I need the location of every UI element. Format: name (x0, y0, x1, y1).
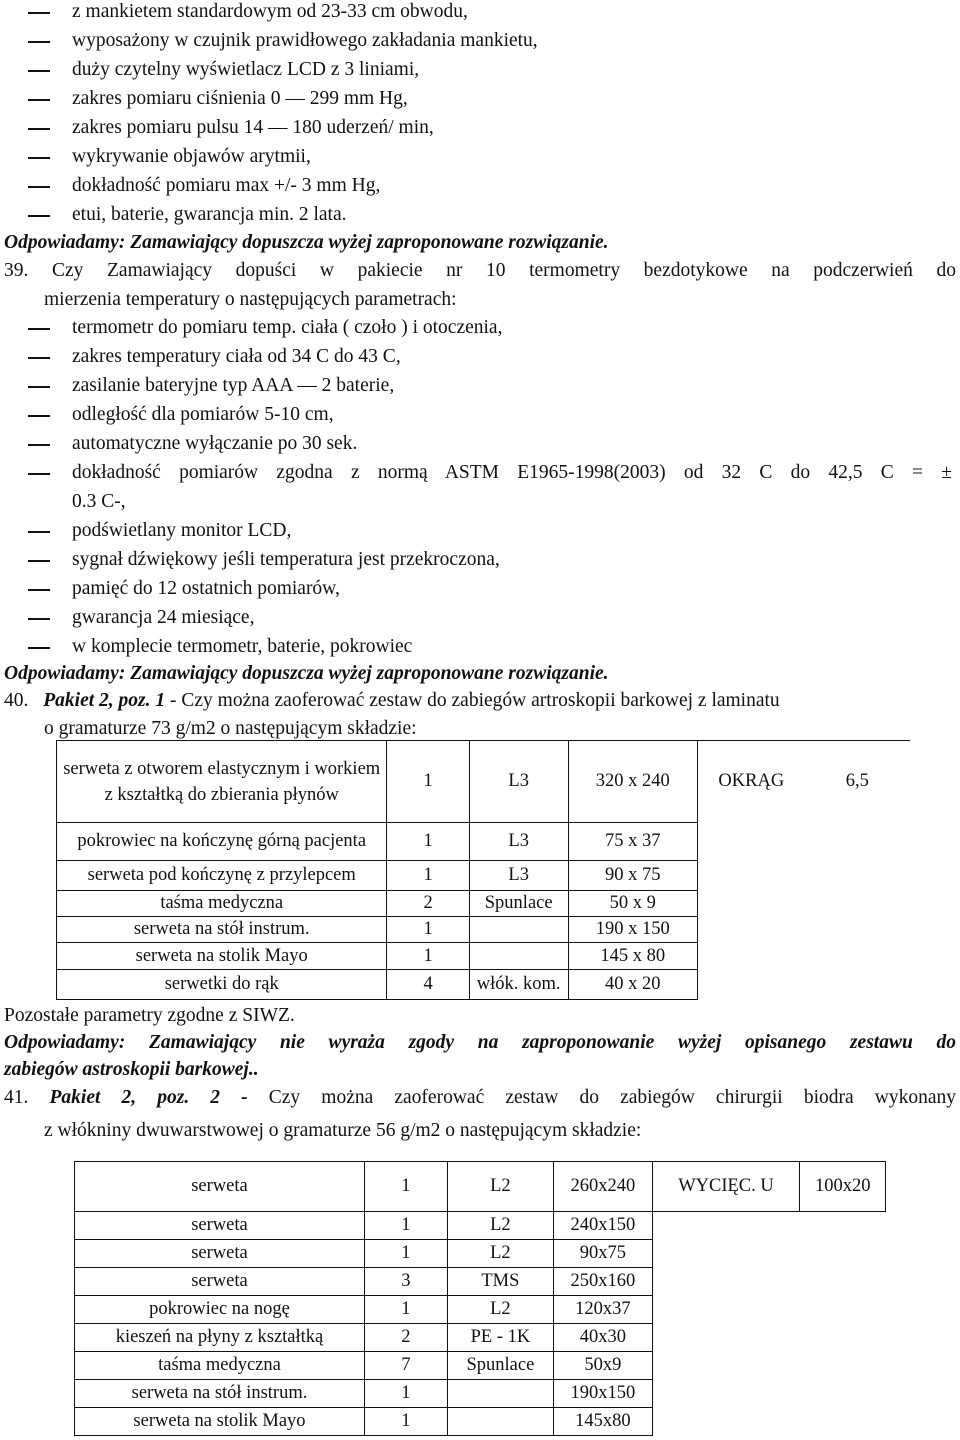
table-cell: serweta (75, 1268, 365, 1296)
list-item-text: duży czytelny wyświetlacz LCD z 3 liniami, (72, 59, 420, 80)
question-39-line2: mierzenia temperatury o następujących parametrach: (44, 289, 457, 310)
question-number: 41. (4, 1087, 29, 1108)
table-cell: 1 (387, 741, 469, 823)
table-cell: 1 (387, 861, 469, 891)
list-item-text: pamięć do 12 ostatnich pomiarów, (72, 578, 340, 599)
pakiet-ref: Pakiet 2, poz. 1 (43, 690, 166, 711)
table-cell (800, 1324, 886, 1352)
table-cell (698, 861, 805, 891)
table-row (75, 1162, 886, 1212)
table-cell (698, 943, 805, 970)
table-row (75, 1324, 886, 1352)
table-cell: 40 x 20 (568, 970, 697, 1000)
answer-text-cont: zabiegów astroskopii barkowej.. (4, 1059, 259, 1080)
list-item-text: z mankietem standardowym od 23-33 cm obwodu, (72, 1, 468, 22)
table-cell: 90x75 (554, 1240, 653, 1268)
list-item-text: zakres pomiaru ciśnienia 0 — 299 mm Hg, (72, 88, 408, 109)
answer-text: Odpowiadamy: Zamawiający dopuszcza wyżej zaproponowane rozwiązanie. (4, 232, 609, 253)
list-item-text: odległość dla pomiarów 5-10 cm, (72, 404, 334, 425)
table-row (75, 1268, 886, 1296)
table-cell (800, 1380, 886, 1408)
table-cell: 7 (364, 1352, 447, 1380)
list-item-text: zasilanie bateryjne typ AAA — 2 baterie, (72, 375, 395, 396)
table-cell: 1 (364, 1162, 447, 1212)
table-cell: 2 (387, 891, 469, 917)
table-cell: 1 (364, 1408, 447, 1436)
table-cell (652, 1212, 800, 1240)
list-item-text: wykrywanie objawów arytmii, (72, 146, 311, 167)
table-cell: 190x150 (554, 1380, 653, 1408)
table-cell: serweta (75, 1162, 365, 1212)
question-41-line2: z włókniny dwuwarstwowej o gramaturze 56 g/m2 o następującym składzie: (44, 1120, 642, 1141)
table-cell (469, 917, 568, 943)
table-cell: 1 (364, 1296, 447, 1324)
table-cell: 100x20 (800, 1162, 886, 1212)
table-cell: włók. kom. (469, 970, 568, 1000)
table-cell: serweta na stolik Mayo (57, 943, 387, 970)
question-number: 40. (4, 690, 29, 711)
table-cell: kieszeń na płyny z kształtką (75, 1324, 365, 1352)
question-40-line2: o gramaturze 73 g/m2 o następującym składzie: (44, 718, 417, 739)
table-row (75, 1352, 886, 1380)
table-cell: 2 (364, 1324, 447, 1352)
list-item-text: dokładność pomiaru max +/- 3 mm Hg, (72, 175, 381, 196)
table-cell (652, 1240, 800, 1268)
table-cell (698, 970, 805, 1000)
table-row (57, 891, 911, 917)
table-cell: 1 (364, 1212, 447, 1240)
list-item-text: w komplecie termometr, baterie, pokrowiec (72, 636, 413, 657)
table-cell: L3 (469, 823, 568, 861)
table-cell: L2 (447, 1212, 553, 1240)
table-cell: 50 x 9 (568, 891, 697, 917)
table-cell (805, 861, 910, 891)
table-row (57, 970, 911, 1000)
table-row (57, 861, 911, 891)
table-cell: 1 (364, 1380, 447, 1408)
table-cell: 75 x 37 (568, 823, 697, 861)
table-cell: taśma medyczna (75, 1352, 365, 1380)
table-cell: 4 (387, 970, 469, 1000)
table-row (75, 1296, 886, 1324)
table-cell (800, 1408, 886, 1436)
question-text: Czy można zaoferować zestaw do zabiegów chirurgii biodra wykonany (268, 1087, 956, 1108)
table-row (57, 917, 911, 943)
table-cell (800, 1296, 886, 1324)
list-item-text: etui, baterie, gwarancja min. 2 lata. (72, 204, 347, 225)
table-cell: 240x150 (554, 1212, 653, 1240)
table-cell: 3 (364, 1268, 447, 1296)
table-cell (652, 1408, 800, 1436)
table-row (75, 1212, 886, 1240)
table-cell: OKRĄG (698, 741, 805, 823)
question-40-line1 (4, 689, 780, 713)
table-row (75, 1408, 886, 1436)
table-cell (805, 917, 910, 943)
list-item-text: wyposażony w czujnik prawidłowego zakładania mankietu, (72, 30, 538, 51)
table-cell: L3 (469, 861, 568, 891)
table-cell: 145 x 80 (568, 943, 697, 970)
table-row (75, 1240, 886, 1268)
list-item-continuation: 0.3 C-, (72, 491, 126, 512)
list-item-text: gwarancja 24 miesiące, (72, 607, 255, 628)
table-cell: 1 (387, 823, 469, 861)
table-row (57, 741, 911, 823)
table-cell: serwetki do rąk (57, 970, 387, 1000)
table-cell: Spunlace (447, 1352, 553, 1380)
table-cell: serweta (75, 1240, 365, 1268)
table-cell: L2 (447, 1240, 553, 1268)
table-cell: 6,5 (805, 741, 910, 823)
list-item-text: podświetlany monitor LCD, (72, 520, 292, 541)
table-row (57, 823, 911, 861)
table-cell (805, 943, 910, 970)
table-cell: taśma medyczna (57, 891, 387, 917)
table-cell (652, 1296, 800, 1324)
table-cell: serweta na stół instrum. (57, 917, 387, 943)
table-row (75, 1380, 886, 1408)
table-cell: L3 (469, 741, 568, 823)
table-cell: 260x240 (554, 1162, 653, 1212)
table-cell: L2 (447, 1296, 553, 1324)
question-39-line1 (4, 259, 956, 283)
table-cell: 40x30 (554, 1324, 653, 1352)
answer-text: Odpowiadamy: Zamawiający dopuszcza wyżej zaproponowane rozwiązanie. (4, 663, 609, 684)
question-text: - Czy można zaoferować zestaw do zabiegów artroskopii barkowej z laminatu (170, 690, 780, 711)
list-item-text: zakres temperatury ciała od 34 C do 43 C, (72, 346, 401, 367)
question-text: Czy Zamawiający dopuści w pakiecie nr 10 termometry bezdotykowe na podczerwień do (51, 260, 956, 281)
answer-text: Odpowiadamy: Zamawiający nie wyraża zgody na zaproponowanie wyżej opisanego zestawu do (4, 1032, 956, 1053)
table-cell: 1 (364, 1240, 447, 1268)
table-cell: serweta na stół instrum. (75, 1380, 365, 1408)
table-cell: 90 x 75 (568, 861, 697, 891)
table-cell (805, 891, 910, 917)
table-cell: 190 x 150 (568, 917, 697, 943)
document-page: z mankietem standardowym od 23-33 cm obwodu, wyposażony w czujnik prawidłowego zakładania mankietu, duży czytelny wyświetlacz LCD z 3 liniami, zakres pomiaru ciśnienia 0 — 299 mm Hg, zakres pomiaru pulsu 14 — 180 uderzeń/ min, wykrywanie objawów arytmii, dokładność pomiaru max +/- 3 mm Hg, etui, baterie, gwarancja min. 2 lata. Odpowiadamy: Zamawiający dopuszcza wyżej zaproponowane rozwiązanie. 39. Czy Zamawiający dopuści w pakiecie nr 10 termometry bezdotykowe na podczerwień do mierzenia temperatury o następujących parametrach: termometr do pomiaru temp. ciała ( czoło ) i otoczenia, zakres temperatury ciała od 34 C do 43 C, zasilanie bateryjne typ AAA — 2 baterie, odległość dla pomiarów 5-10 cm, automatyczne wyłączanie po 30 sek. dokładność pomiarów zgodna z normą ASTM E1965-1998(2003) od 32 C do 42,5 C = ± 0.3 C-, podświetlany monitor LCD, sygnał dźwiękowy jeśli temperatura jest przekroczona, pamięć do 12 ostatnich pomiarów, gwarancja 24 miesiące, w komplecie termometr, baterie, pokrowiec Odpowiadamy: Zamawiający dopuszcza wyżej zaproponowane rozwiązanie. 40. Pakiet 2, poz. 1 - Czy można zaoferować zestaw do zabiegów artroskopii barkowej z laminatu o gramaturze 73 g/m2 o następującym składzie: serweta z otworem elastycznym i workiem z kształtką do zbierania płynów 1 L3 320 x 240 OKRĄG 6,5 pokrowiec na kończynę górną pacjenta 1 L3 75 x 37 serweta pod kończynę z przylepcem 1 L3 90 x 75 taśma medyczna 2 Spunlace 50 x 9 serweta na stół instrum. 1 190 x 150 serweta na stolik Mayo 1 145 x 80 serwetki do rąk 4 włók. kom. 40 x 20 Pozostałe parametry zgodne z SIWZ. Odpowiadamy: Zamawiający nie wyraża zgody na zaproponowanie wyżej opisanego zestawu do zabiegów astroskopii barkowej.. 41. Pakiet 2, poz. 2 - Czy można zaoferować zestaw do zabiegów chirurgii biodra wykonany z włókniny dwuwarstwowej o gramaturze 56 g/m2 o następującym składzie: serweta 1 L2 260x240 WYCIĘC. U 100x20 serweta 1 L2 240x150 serweta 1 L2 90x75 serweta 3 TMS 250x160 pokrowiec na nogę 1 L2 120x37 kieszeń na płyny z kształtką 2 PE - 1K 40x30 taśma medyczna 7 Spunlace 50x9 serweta na stół instrum. 1 190x150 serweta na stolik Mayo 1 145x80 (0, 0, 960, 1440)
question-number: 39. (4, 260, 29, 281)
pakiet-ref: Pakiet 2, poz. 2 - (49, 1087, 248, 1108)
table-cell: TMS (447, 1268, 553, 1296)
table-cell (652, 1324, 800, 1352)
table-cell: 1 (387, 943, 469, 970)
table-cell (805, 970, 910, 1000)
items-table-41 (74, 1161, 886, 1436)
table-cell: L2 (447, 1162, 553, 1212)
table-cell: serweta z otworem elastycznym i workiem z kształtką do zbierania płynów (57, 741, 387, 823)
table-cell (800, 1240, 886, 1268)
table-cell (698, 823, 805, 861)
table-cell: 250x160 (554, 1268, 653, 1296)
table-cell: PE - 1K (447, 1324, 553, 1352)
items-table-40 (56, 740, 910, 1000)
table-cell (698, 917, 805, 943)
table-row (57, 943, 911, 970)
table-cell: 320 x 240 (568, 741, 697, 823)
table-cell: 120x37 (554, 1296, 653, 1324)
table-cell: serweta (75, 1212, 365, 1240)
table-cell (800, 1212, 886, 1240)
list-item-text: automatyczne wyłączanie po 30 sek. (72, 433, 358, 454)
table-cell: 1 (387, 917, 469, 943)
list-item-text: zakres pomiaru pulsu 14 — 180 uderzeń/ min, (72, 117, 434, 138)
table-cell (652, 1268, 800, 1296)
table-cell (469, 943, 568, 970)
table-cell: serweta na stolik Mayo (75, 1408, 365, 1436)
table-cell: 145x80 (554, 1408, 653, 1436)
table-cell: Spunlace (469, 891, 568, 917)
list-item-text: termometr do pomiaru temp. ciała ( czoło ) i otoczenia, (72, 317, 503, 338)
note-text: Pozostałe parametry zgodne z SIWZ. (4, 1005, 295, 1026)
table-cell (447, 1408, 553, 1436)
table-cell (800, 1268, 886, 1296)
list-item-text: sygnał dźwiękowy jeśli temperatura jest przekroczona, (72, 549, 500, 570)
question-41-line1 (4, 1086, 956, 1110)
table-cell: WYCIĘC. U (652, 1162, 800, 1212)
table-cell (652, 1380, 800, 1408)
table-cell (800, 1352, 886, 1380)
table-cell: pokrowiec na kończynę górną pacjenta (57, 823, 387, 861)
table-cell (698, 891, 805, 917)
table-cell: serweta pod kończynę z przylepcem (57, 861, 387, 891)
table-cell (805, 823, 910, 861)
table-cell: pokrowiec na nogę (75, 1296, 365, 1324)
table-cell: 50x9 (554, 1352, 653, 1380)
table-cell (652, 1352, 800, 1380)
table-cell (447, 1380, 553, 1408)
